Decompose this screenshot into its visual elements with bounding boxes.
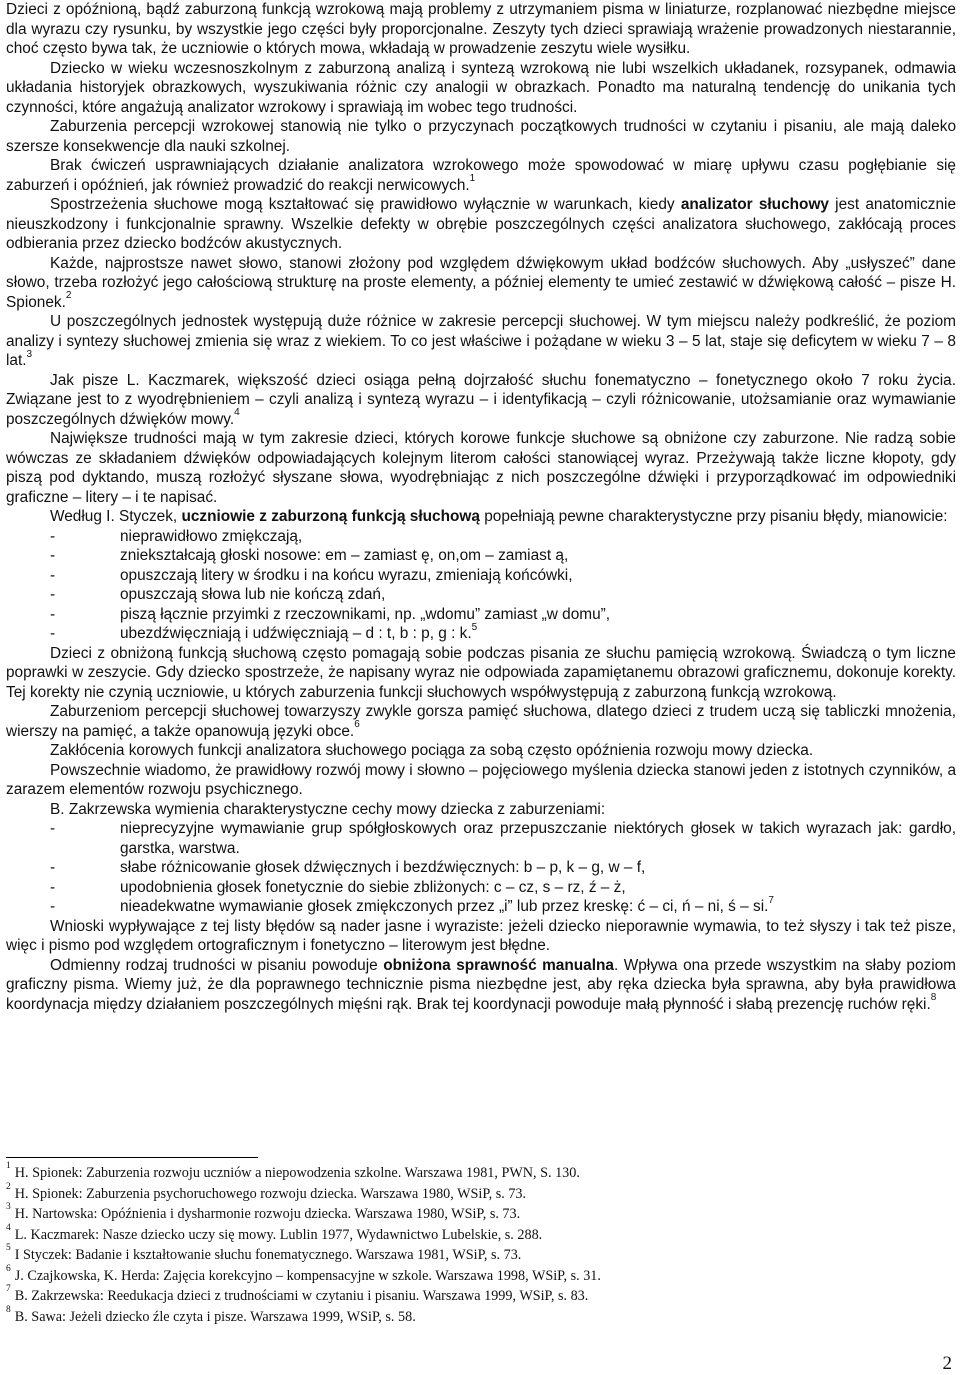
text-run: Dziecko w wieku wczesnoszkolnym z zaburzoną analizą i syntezą wzrokową nie lubi wszelkich układanek, rozsypanek, odmawia układania historyjek obrazkowych, wyszukiwania różnic czy analogii w obrazkach. Ponadto ma naturalną tendencję do unikania tych czynności, które angażują analizator wzrokowy i sprawiają im wobec tego trudności. (6, 59, 956, 116)
bold-phrase: uczniowie z zaburzoną funkcją słuchową (181, 508, 480, 525)
text-run: nieadekwatne wymawianie głosek zmiękczonych przez „i” lub przez kreskę: ć – ci, ń – ni, ś – si. (120, 898, 769, 915)
paragraph (6, 0, 956, 59)
footnote-number: 5 (6, 1243, 11, 1254)
footnote (6, 1222, 936, 1246)
list-item (6, 566, 956, 586)
body-text (6, 0, 956, 1014)
paragraph (6, 507, 956, 527)
paragraph (6, 761, 956, 800)
paragraph (6, 644, 956, 703)
paragraphs-section-1 (6, 0, 956, 527)
list-item (6, 546, 956, 566)
footnote-ref: 4 (234, 407, 240, 419)
text-run: Zaburzeniom percepcji słuchowej towarzyszy zwykle gorsza pamięć słuchowa, dlatego dzieci z trudem uczą się tabliczki mnożenia, wierszy na pamięć, a także opanowują języki obce. (6, 703, 956, 740)
text-run: nieprecyzyjne wymawianie grup spółgłoskowych oraz przepuszczanie niektórych głosek w takich wyrazach jak: gardło, garstka, warstwa. (120, 820, 956, 857)
footnote-text: H. Nartowska: Opóźnienia i dysharmonie rozwoju dziecka. Warszawa 1980, WSiP, s. 73. (14, 1206, 521, 1222)
list-item (6, 894, 956, 917)
dash-bullet: - (50, 547, 56, 564)
footnote-number: 4 (6, 1222, 11, 1233)
paragraph (6, 195, 956, 254)
text-run: Zaburzenia percepcji wzrokowej stanowią nie tylko o przyczynach początkowych trudności w czytaniu i pisaniu, ale mają daleko szersze konsekwencje dla nauki szkolnej. (6, 118, 956, 155)
footnote (6, 1163, 936, 1184)
footnote-ref: 8 (930, 992, 937, 1004)
text-run: upodobnienia głosek fonetycznie do siebie zbliżonych: c – cz, s – rz, ź – ż, (120, 878, 626, 896)
text-run: Według I. Styczek, (50, 508, 182, 525)
dash-bullet: - (50, 859, 56, 876)
paragraph (6, 117, 956, 156)
footnote (6, 1286, 936, 1307)
list-item (6, 858, 956, 878)
footnote-text: H. Spionek: Zaburzenia psychoruchowego rozwoju dziecka. Warszawa 1980, WSiP, s. 73. (14, 1185, 527, 1202)
dash-bullet: - (50, 625, 56, 642)
text-run: Spostrzeżenia słuchowe mogą kształtować się prawidłowo wyłącznie w warunkach, kiedy (50, 196, 681, 213)
footnote-separator (6, 1157, 258, 1158)
text-run: Powszechnie wiadomo, że prawidłowy rozwój mowy i słowno – pojęciowego myślenia dziecka stanowi jeden z istotnych czynników, a zarazem elementów rozwoju psychicznego. (6, 761, 956, 798)
dash-bullet: - (50, 527, 56, 545)
paragraphs-section-2 (6, 644, 956, 820)
list-item (6, 878, 956, 898)
list-item (6, 527, 956, 547)
text-run: popełniają pewne charakterystyczne przy pisaniu błędy, mianowicie: (479, 508, 948, 525)
bold-phrase: obniżona sprawność manualna (383, 956, 614, 974)
dash-bullet: - (50, 878, 56, 896)
footnote-text: I Styczek: Badanie i kształtowanie słuchu fonematycznego. Warszawa 1981, WSiP, s. 73. (14, 1247, 522, 1263)
dash-bullet: - (50, 586, 56, 603)
footnotes (6, 1163, 936, 1327)
text-run: Dzieci z opóźnioną, bądź zaburzoną funkcją wzrokową mają problemy z utrzymaniem pisma w liniaturze, rozplanować niezbędne miejsce dla wyrazu czy rysunku, by wszystkie jego części były proporcjonalne. Zeszyty tych dzieci sprawiają wrażenie prowadzonych niestarannie, choć często bywa tak, że uczniowie o których mowa, wkładają w prowadzenie zeszytu wiele wysiłku. (6, 1, 956, 57)
text-run: Wnioski wypływające z tej listy błędów są nader jasne i wyraziste: jeżeli dziecko nieporawnie wymawia, to też słyszy i tak też pisze, więc i pismo pod względem ortograficznym i fonetyczno – literowym jest błędne. (6, 917, 956, 954)
text-run: Każde, najprostsze nawet słowo, stanowi złożony pod względem dźwiękowym układ bodźców słuchowych. Aby „usłyszeć” dane słowo, trzeba rozłożyć jego całościową strukturę na proste elementy, a później elementy te umieć zestawić w dźwiękową całość – pisze H. Spionek. (6, 254, 956, 311)
paragraph (6, 917, 956, 956)
text-run: U poszczególnych jednostek występują duże różnice w zakresie percepcji słuchowej. W tym miejscu należy podkreślić, że poziom analizy i syntezy słuchowej zmienia się wraz z wiekiem. To co jest właściwe i pożądane w wieku 3 – 5 lat, staje się deficytem w wieku 7 – 8 lat. (6, 313, 956, 369)
paragraph (6, 254, 956, 313)
paragraph (6, 741, 956, 761)
paragraph (6, 371, 956, 430)
text-run: Dzieci z obniżoną funkcją słuchową często pomagają sobie podczas pisania ze słuchu pamięcią wzrokową. Świadczą o tym liczne poprawki w zeszycie. Gdy dziecko spostrzeże, że napisany wyraz nie odpowiada zapamiętanemu obrazowi graficznemu, dokonuje korekty. Tej korekty nie czynią uczniowie, u których zaburzenia funkcji słuchowych współwystępują z zaburzoną funkcją wzrokową. (6, 644, 956, 701)
footnote-text: H. Spionek: Zaburzenia rozwoju uczniów a niepowodzenia szkolne. Warszawa 1981, PWN, S. 130. (14, 1165, 580, 1181)
paragraph (6, 956, 956, 1015)
text-run: Jak pisze L. Kaczmarek, większość dzieci osiąga pełną dojrzałość słuchu fonematyczno – fonetycznego około 7 roku życia. Związane jest to z wyodrębnieniem – czyli analizą i syntezą wyrazu – i identyfikacją – czyli różnicowanie, utożsamianie oraz wymawianie poszczególnych dźwięków mowy. (6, 371, 956, 428)
footnote (6, 1304, 936, 1328)
text-run: B. Zakrzewska wymienia charakterystyczne cechy mowy dziecka z zaburzeniami: (50, 800, 606, 818)
text-run: opuszczają litery w środku i na końcu wyrazu, zmieniają końcówki, (120, 566, 573, 584)
paragraph (6, 702, 956, 741)
dash-bullet: - (50, 898, 56, 915)
footnote-number: 3 (6, 1202, 11, 1213)
footnote-number: 7 (6, 1284, 11, 1295)
text-run: . Wpływa ona przede wszystkim na słaby poziom graficzny pisma. Wiemy już, że dla poprawnego technicznie pisma niezbędne jest, aby ręka dziecka była sprawna, aby była prawidłowa koordynacja między działaniem poszczególnych mięśni rąk. Brak tej koordynacji powoduje małą płynność i słabą prezencję ruchów ręki. (6, 956, 956, 1013)
text-run: słabe różnicowanie głosek dźwięcznych i bezdźwięcznych: b – p, k – g, w – f, (120, 859, 646, 876)
page-number: 2 (942, 1353, 952, 1374)
footnote-ref: 6 (354, 719, 360, 731)
list-item (6, 819, 956, 858)
dash-bullet: - (50, 566, 56, 584)
footnote-ref: 1 (469, 173, 476, 185)
footnote-text: B. Zakrzewska: Reedukacja dzieci z trudnościami w czytaniu i pisaniu. Warszawa 1999, WSiP, s. 83. (14, 1288, 589, 1304)
footnote-number: 6 (6, 1263, 11, 1274)
footnote-number: 8 (6, 1304, 11, 1315)
footnote-text: J. Czajkowska, K. Herda: Zajęcia korekcyjno – kompensacyjne w szkole. Warszawa 1998, WSiP, s. 31. (14, 1267, 601, 1284)
footnote (6, 1245, 936, 1266)
footnote-ref: 3 (26, 348, 33, 360)
paragraph (6, 800, 956, 820)
text-run: Brak ćwiczeń usprawniających działanie analizatora wzrokowego może spowodować w miarę upływu czasu pogłębianie się zaburzeń i opóźnień, jak również prowadzić do reakcji nerwicowych. (6, 157, 956, 194)
footnote-text: B. Sawa: Jeżeli dziecko źle czyta i pisze. Warszawa 1999, WSiP, s. 58. (14, 1308, 416, 1325)
writing-errors-list (6, 527, 956, 644)
text-run: Zakłócenia korowych funkcji analizatora słuchowego pociąga za sobą często opóźnienia rozwoju mowy dziecka. (50, 742, 814, 759)
footnote (6, 1204, 936, 1225)
footnote-ref: 2 (65, 290, 72, 302)
footnote-ref: 5 (471, 621, 478, 633)
speech-features-list (6, 819, 956, 917)
paragraph (6, 312, 956, 371)
text-run: jest anatomicznie nieuszkodzony i funkcjonalnie sprawny. Wszelkie defekty w obrębie poszczególnych części analizatora słuchowego, zakłócają proces odbierania przez dziecko bodźców akustycznych. (6, 196, 957, 252)
list-item (6, 621, 956, 644)
footnote-number: 1 (6, 1161, 11, 1172)
footnote (6, 1263, 936, 1287)
paragraph (6, 59, 956, 118)
text-run: piszą łącznie przyimki z rzeczownikami, np. „wdomu” zamiast „w domu”, (120, 605, 611, 623)
footnote-ref: 7 (768, 894, 774, 906)
text-run: Największe trudności mają w tym zakresie dzieci, których korowe funkcje słuchowe są obniżone czy zaburzone. Nie radzą sobie wówczas ze składaniem dźwięków odpowiadających kolejnym literom całości stanowiącej wyraz. Przeżywają także liczne kłopoty, gdy piszą pod dyktando, muszą rozłożyć słyszane słowa, wyodrębniając z nich poszczególne dźwięki i przyporządkować im odpowiedniki graficzne – litery – i te napisać. (6, 430, 956, 506)
paragraph (6, 429, 956, 507)
text-run: ubezdźwięczniają i udźwięczniają – d : t, b : p, g : k. (120, 625, 472, 642)
bold-phrase: analizator słuchowy (680, 196, 829, 213)
footnote-text: L. Kaczmarek: Nasze dziecko uczy się mowy. Lublin 1977, Wydawnictwo Lubelskie, s. 288. (14, 1226, 543, 1243)
dash-bullet: - (50, 605, 56, 623)
text-run: zniekształcają głoski nosowe: em – zamiast ę, on,om – zamiast ą, (120, 547, 569, 564)
dash-bullet: - (50, 820, 56, 837)
footnote (6, 1181, 936, 1205)
text-run: opuszczają słowa lub nie kończą zdań, (120, 586, 386, 603)
list-item (6, 585, 956, 605)
footnote-number: 2 (6, 1181, 11, 1192)
text-run: nieprawidłowo zmiękczają, (120, 527, 303, 545)
list-item (6, 605, 956, 625)
paragraph (6, 156, 956, 195)
text-run: Odmienny rodzaj trudności w pisaniu powoduje (50, 956, 384, 974)
paragraphs-section-3 (6, 917, 956, 1015)
